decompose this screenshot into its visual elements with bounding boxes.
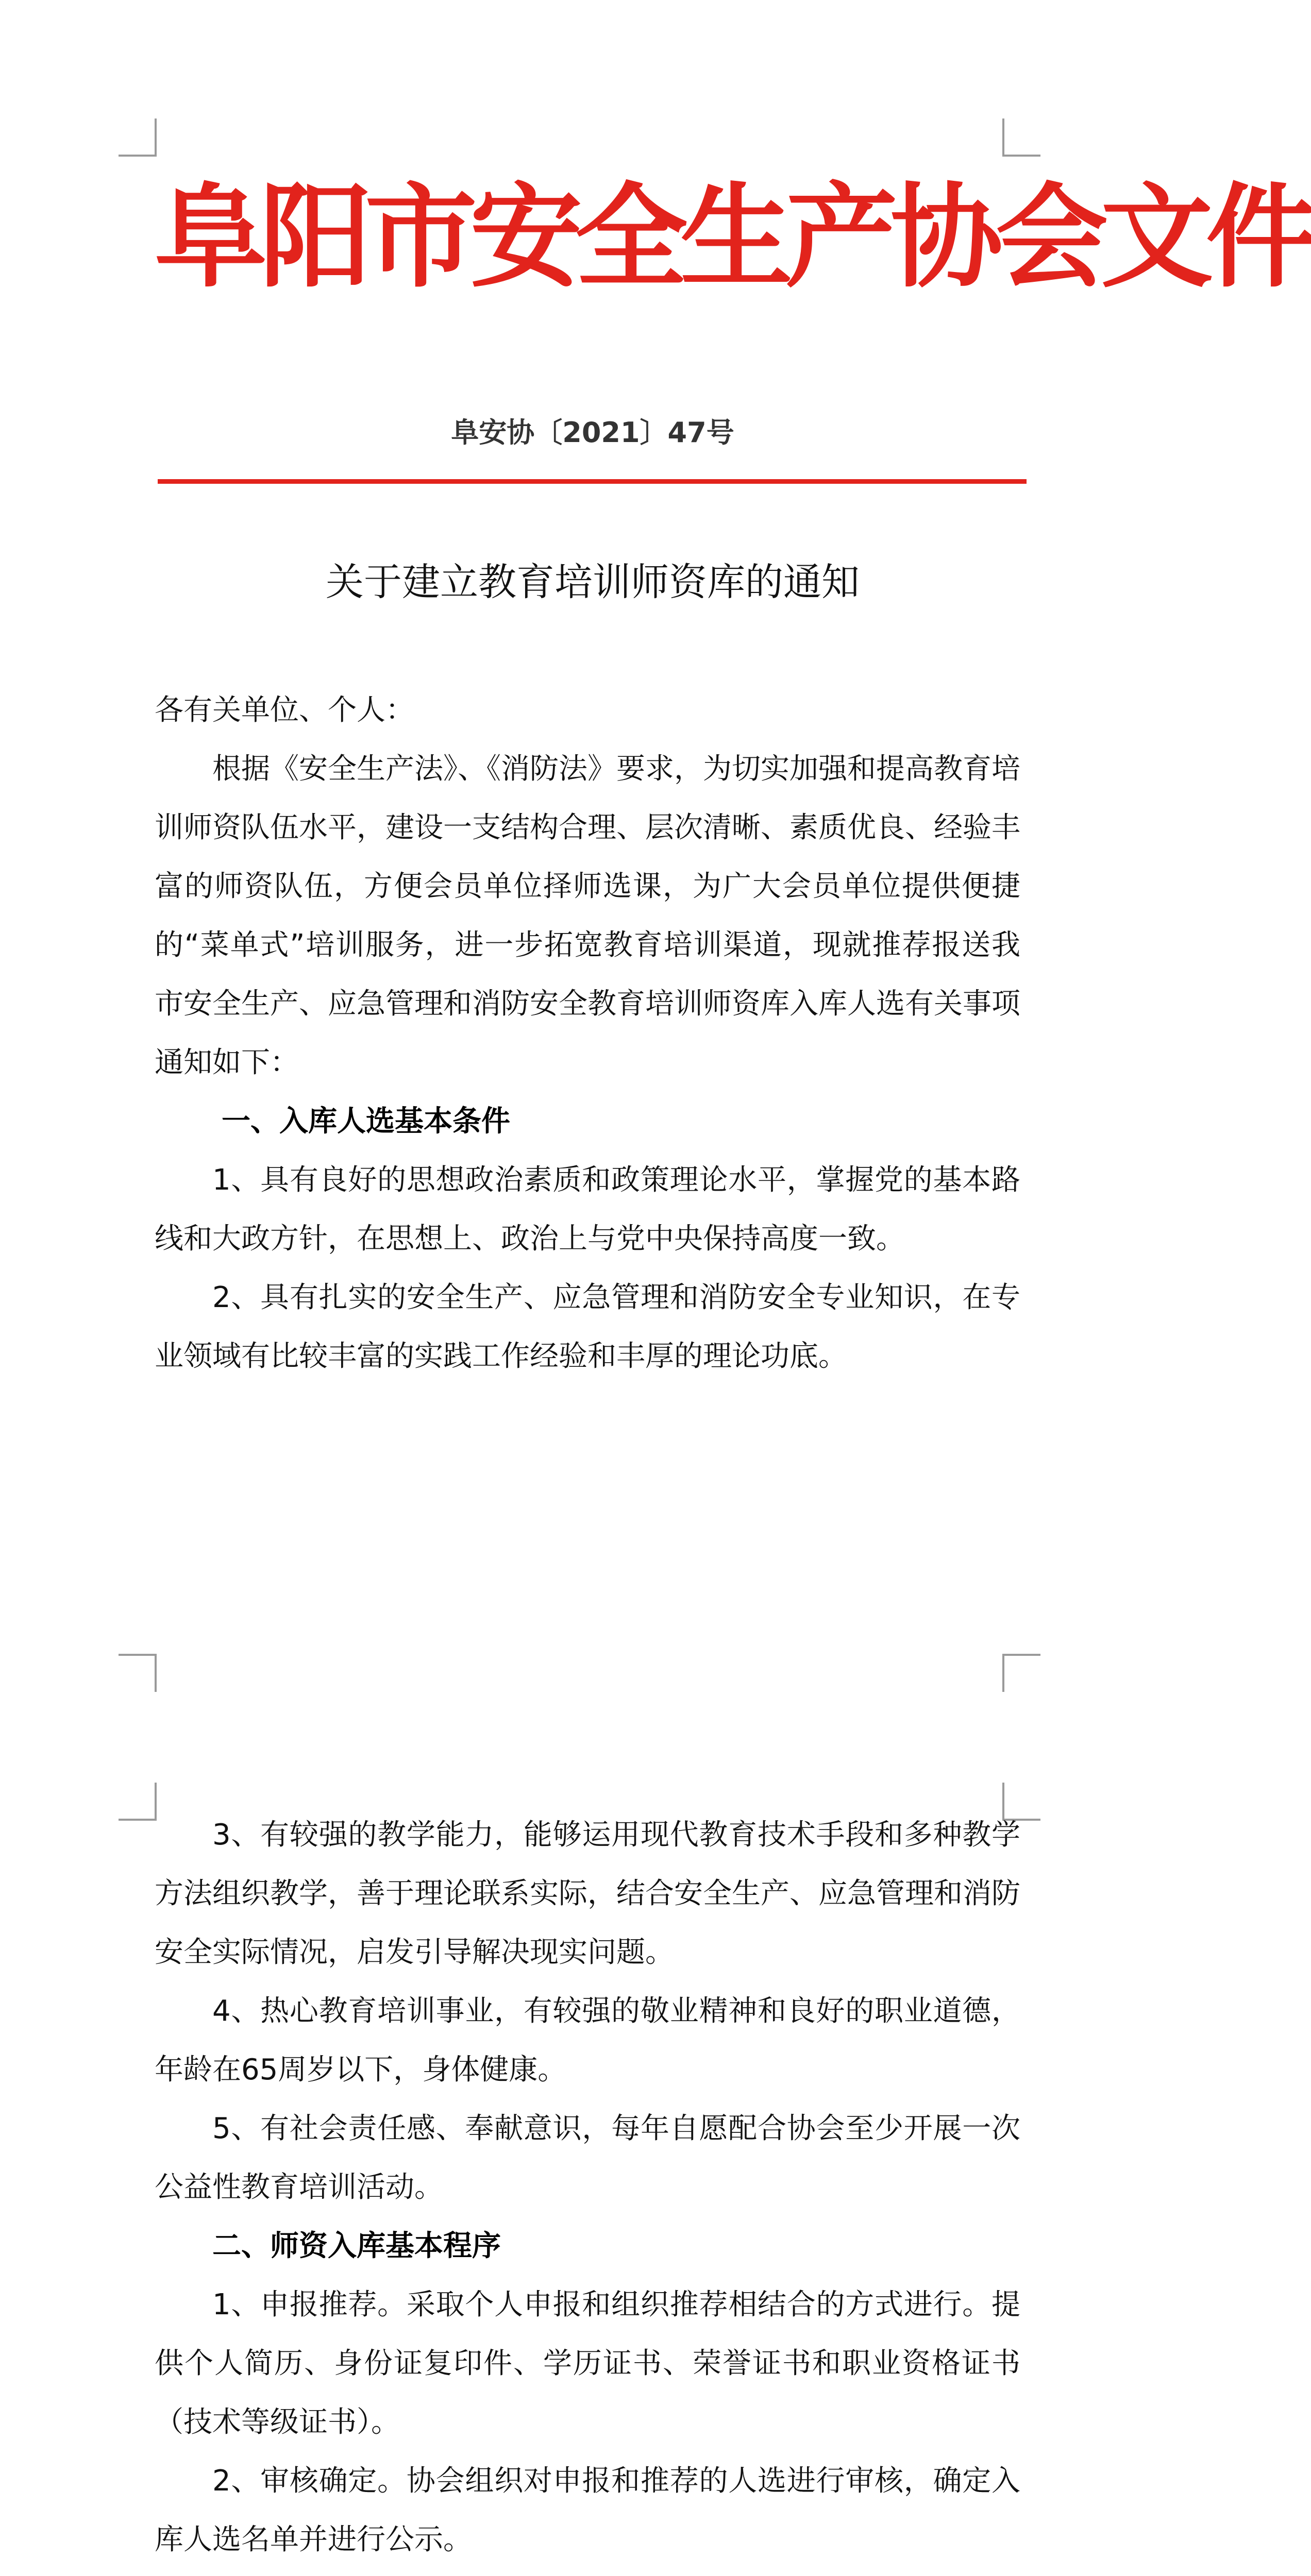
salutation: 各有关单位、个人：: [155, 693, 414, 727]
section-1-item-4: 4、热心教育培训事业，有较强的敬业精神和良好的职业道德，年龄在65周岁以下，身体健康。: [155, 1994, 1020, 2087]
section-1-item-1: 1、具有良好的思想政治素质和政策理论水平，掌握党的基本路线和大政方针，在思想上、政治上与党中央保持高度一致。: [155, 1163, 1020, 1256]
crop-mark-top-left: [119, 118, 157, 157]
masthead-title: 阜阳市安全生产协会文件: [155, 171, 1311, 303]
document-number: 阜安协〔2021〕47号: [451, 416, 734, 449]
intro-paragraph: 根据《安全生产法》、《消防法》要求，为切实加强和提高教育培训师资队伍水平，建设一支结构合理、层次清晰、素质优良、经验丰富的师资队伍，方便会员单位择师选课，为广大会员单位提供便捷的“菜单式”培训服务，进一步拓宽教育培训渠道，现就推荐报送我市安全生产、应急管理和消防安全教育培训师资库入库人选有关事项通知如下：: [155, 752, 1020, 1079]
section-2-item-1: 1、申报推荐。采取个人申报和组织推荐相结合的方式进行。提供个人简历、身份证复印件、学历证书、荣誉证书和职业资格证书（技术等级证书）。: [155, 2288, 1020, 2439]
document-page-2: [0, 1700, 1157, 2576]
section-1-item-5: 5、有社会责任感、奉献意识，每年自愿配合协会至少开展一次公益性教育培训活动。: [155, 2112, 1020, 2204]
document-body-page-1: [155, 681, 1020, 1386]
document-body-page-2: [155, 1806, 1020, 2576]
section-1-item-3: 3、有较强的教学能力，能够运用现代教育技术手段和多种教学方法组织教学，善于理论联系实际，结合安全生产、应急管理和消防安全实际情况，启发引导解决现实问题。: [155, 1818, 1020, 1969]
crop-mark-top-left: [119, 1783, 157, 1821]
crop-mark-top-right: [1002, 118, 1040, 157]
section-2-item-2: 2、审核确定。协会组织对申报和推荐的人选进行审核，确定入库人选名单并进行公示。: [155, 2464, 1020, 2556]
document-title: 关于建立教育培训师资库的通知: [326, 560, 860, 604]
crop-mark-bottom-left: [119, 1654, 157, 1692]
section-heading-2: 二、师资入库基本程序: [212, 2229, 501, 2263]
red-divider-line: [158, 479, 1027, 484]
section-1-item-2: 2、具有扎实的安全生产、应急管理和消防安全专业知识，在专业领域有比较丰富的实践工作经验和丰厚的理论功底。: [155, 1281, 1020, 1373]
section-2-item-3: [155, 2569, 1020, 2576]
section-heading-1: 一、入库人选基本条件: [222, 1105, 510, 1138]
crop-mark-bottom-right: [1002, 1654, 1040, 1692]
